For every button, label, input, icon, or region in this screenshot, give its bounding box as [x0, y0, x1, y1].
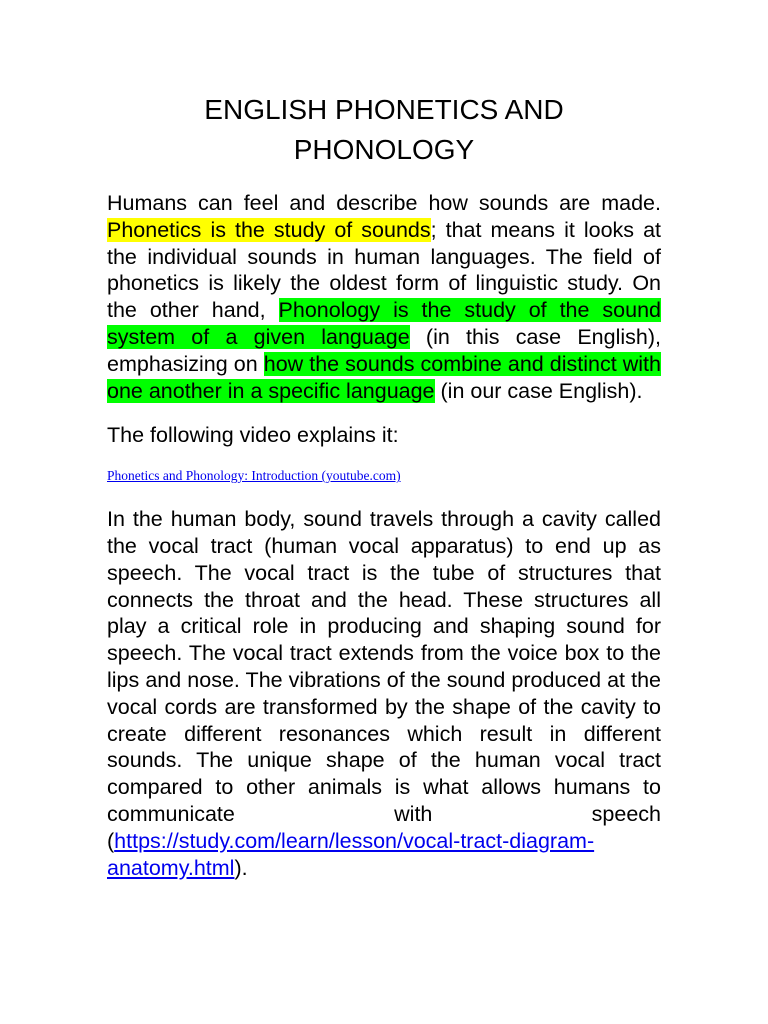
- open-paren: (: [107, 828, 115, 853]
- highlight-phonology-definition: Phonology is the study of the sound system of a given language: [107, 298, 661, 349]
- vocal-tract-text: In the human body, sound travels through a cavity called the vocal tract (human vocal apparatus) to end up as speech. The vocal tract is the tube of structures that connects the throat and the head. These structures all play a critical role in producing and shaping sound for speech. The vocal tract extends from the voice box to the lips and nose. The vibrations of the sound produced at the vocal cords are transformed by the shape of the cavity to create different resonances which result in different sounds. The unique shape of the human vocal tract compared to other animals is what allows humans to communicate with speech: [107, 507, 661, 826]
- highlight-sound-combination: how the sounds combine and distinct with one another in a specific language: [107, 351, 661, 403]
- title-line-1: ENGLISH PHONETICS AND: [204, 94, 564, 125]
- vocal-tract-paragraph: [107, 506, 661, 881]
- video-intro-text: The following video explains it:: [107, 423, 399, 448]
- highlight-phonetics-definition: Phonetics is the study of sounds: [107, 217, 431, 242]
- document-content: [107, 90, 661, 881]
- intro-paragraph: [107, 190, 661, 404]
- page-title: [107, 90, 661, 170]
- close-paren: ).: [234, 855, 248, 880]
- intro-text-1: Humans can feel and describe how sounds are made.: [107, 191, 661, 215]
- title-line-2: PHONOLOGY: [293, 134, 475, 165]
- intro-text-2: ; that means it looks at the individual sounds in human languages. The field of phonetics is likely the oldest form of linguistic study. On the other hand,: [107, 217, 661, 323]
- video-link[interactable]: Phonetics and Phonology: Introduction (youtube.com): [107, 468, 401, 484]
- intro-text-4: (in our case English).: [434, 378, 643, 403]
- study-reference-link[interactable]: https://study.com/learn/lesson/vocal-tract-diagram-anatomy.html: [107, 828, 595, 880]
- intro-text-3: (in this case English), emphasizing on: [107, 324, 661, 376]
